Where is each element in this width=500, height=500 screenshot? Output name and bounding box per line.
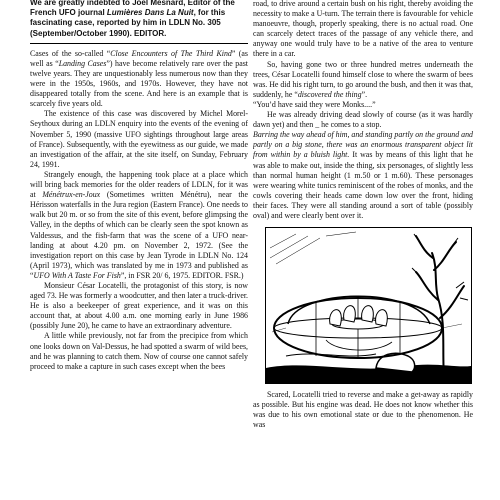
- paragraph-protagonist: Monsieur César Locatelli, the protagonist of this story, is now aged 73. He was formerly a woodcutter, and then later a truck-driver. He is also a beekeeper of great experience, and it was on this account that, at about 4.00 a.m. one morning early in June 1986 (possibly June 20), he came to have an extraordinary adventure.: [30, 280, 248, 331]
- editor-note-text: We are greatly indebted to Joël Mesnard, Editor of the French UFO journal: [30, 0, 235, 18]
- paragraph-scared: Scared, Locatelli tried to reverse and make a get-away as rapidly as possible. But his engine was dead. He does not know whether this was due to his own emotional state or due to the phenomenon. He was: [253, 390, 473, 430]
- paragraph-stop: He was already driving dead slowly of course (as it was hardly dawn yet) and then _ he comes to a stop.: [253, 110, 473, 130]
- ufo-with-figures-icon: [266, 228, 471, 383]
- editor-note-text-end: , for this fascinating case, reported by him in LDLN No. 305 (September/October 1990). EDITOR.: [30, 8, 226, 38]
- editor-note: [30, 0, 248, 44]
- paragraph-intro: Cases of the so-called “Close Encounters of The Third Kind” (as well as “Landing Cases”) have become relatively rare over the past twelve years. They are unquestionably less numerous now than they were in the 1950s, 1960s, and 1970s. However, they have not disappeared totally from the scene. And here is an example that is scarcely five years old.: [30, 48, 248, 109]
- paragraph-road: road, to drive around a certain bush on his right, thereby avoiding the necessity to make a U-turn. The terrain there is favourable for vehicle manoeuvre, though, properly speaking, there is no actual road. One can scarcely detect traces of the passage of any vehicle there, and anyway one would truly have to be a native of the area to venture there in a car.: [253, 0, 473, 59]
- paragraph-object: Barring the way ahead of him, and standing partly on the ground and partly on a big stone, there was an enormous transparent object lit from within by a bluish light. It was by means of this light that he was able to make out, inside the thing, six personages, of slightly less than normal human height (1 m.50 or 1 m.60). These personages were wearing white tunics reminiscent of the robes of monks, and the cowls covering their heads came down low over the front, hiding their faces. They were all standing around a sort of table (possibly oval) and were clearly bent over it.: [253, 130, 473, 220]
- left-column: [30, 0, 248, 500]
- right-column: [253, 0, 473, 500]
- journal-name: Lumières Dans La Nuit: [106, 8, 194, 18]
- ufo-illustration: [265, 227, 472, 384]
- paragraph-discovery: The existence of this case was discovered by Michel Morel-Seythoux during an LDLN enquiry into the events of the evening of November 5, 1990 (massive UFO sightings throughout large areas of France). Subsequently, with the eyewitness as our guide, we made an investigation of the affair, at the site itself, on Sunday, February 24, 1991.: [30, 109, 248, 169]
- paragraph-quote-monks: “You’d have said they were Monks....”: [253, 99, 376, 109]
- paragraph-discovered: So, having gone two or three hundred metres underneath the trees, César Locatelli found himself close to where the swarm of bees was. He did his right turn, to go around the bush, and then it was that, suddenly, he “discovered the thing”.: [253, 59, 473, 99]
- paragraph-bees: A little while previously, not far from the precipice from which one looks down on Val-Dessus, he had spotted a swarm of wild bees, and he was planning to catch them. Now of course one cannot safely proceed to make a capture in such cases except when the bees: [30, 331, 248, 371]
- paragraph-location: Strangely enough, the happening took place at a place which will bring back memories for the older readers of LDLN, for it was at Ménétrux-en-Joux (Sometimes written Ménétru), near the Hérisson waterfalls in the Jura region (Eastern France). One needs to walk but 20 m. or so from the site of this event, before glimpsing the Valley, in the depths of which can be clearly seen the spot known as Valdessus, and the fish-farm that was the scene of a UFO near-landing at about 4.20 pm. on November 2, 1972. (See the investigation report on this case by Jean Tyrode in LDLN No. 124 (April 1973), which was translated by me in 1973 and published as “UFO With A Taste For Fish”, in FSR 20/ 6, 1975. EDITOR. FSR.): [30, 169, 248, 280]
